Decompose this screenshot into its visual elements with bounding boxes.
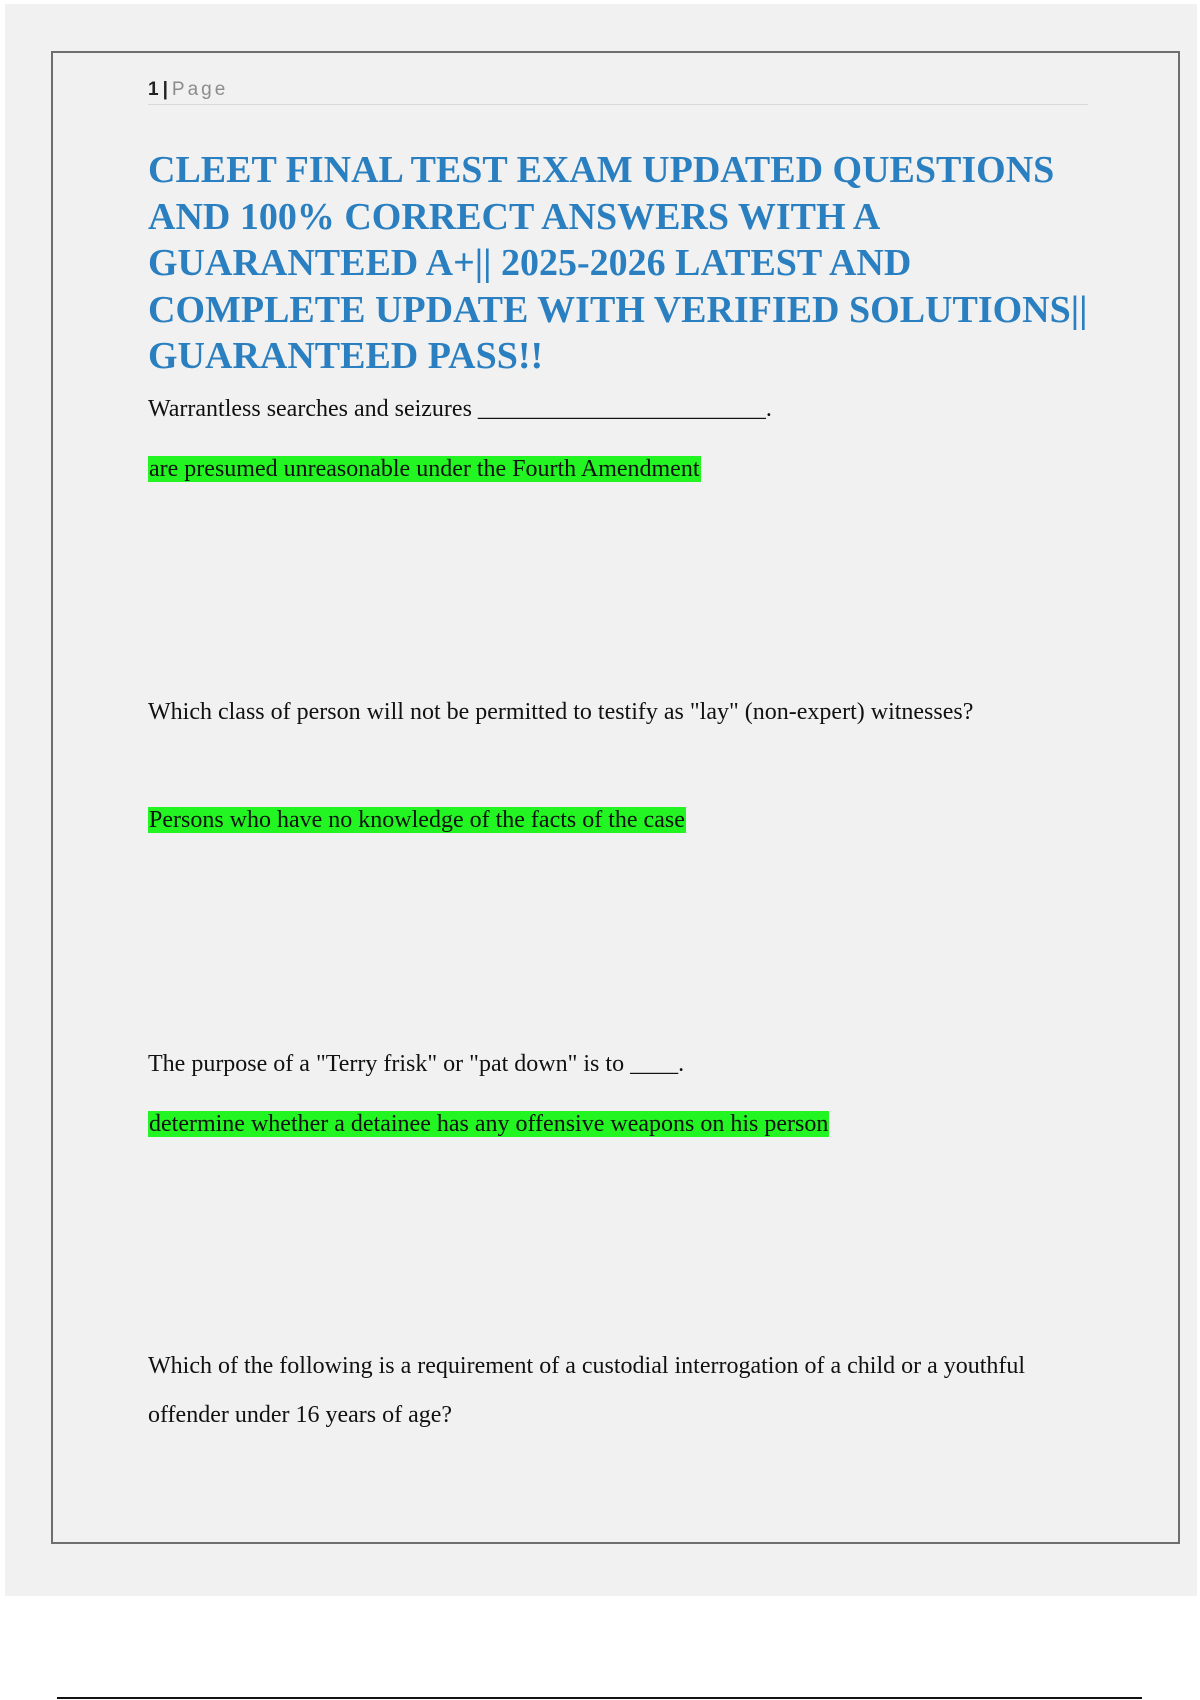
answer-1-highlight: are presumed unreasonable under the Fourth Amendment bbox=[149, 456, 700, 482]
question-2: Which class of person will not be permitted to testify as "lay" (non-expert) witnesses? bbox=[148, 699, 974, 725]
document-title: CLEET FINAL TEST EXAM UPDATED QUESTIONS AND 100% CORRECT ANSWERS WITH A GUARANTEED A+|| 2025-2026 LATEST AND COMPLETE UPDATE WITH VERIFIED SOLUTIONS|| GUARANTEED PASS!! bbox=[148, 149, 1088, 377]
page-number: 1 bbox=[148, 79, 159, 100]
answer-2-highlight: Persons who have no knowledge of the facts of the case bbox=[149, 807, 685, 833]
question-1: Warrantless searches and seizures ________________________. bbox=[148, 396, 772, 422]
page-label: Page bbox=[171, 79, 229, 100]
answer-1 bbox=[148, 452, 701, 486]
answer-3 bbox=[148, 1107, 829, 1141]
answer-2 bbox=[148, 803, 686, 837]
page-header bbox=[148, 76, 1088, 105]
question-3: The purpose of a "Terry frisk" or "pat down" is to ____. bbox=[148, 1051, 685, 1077]
question-4: Which of the following is a requirement of a custodial interrogation of a child or a youthful offender under 16 years of age? bbox=[148, 1353, 1026, 1428]
answer-3-highlight: determine whether a detainee has any offensive weapons on his person bbox=[149, 1111, 829, 1137]
bottom-divider bbox=[57, 1697, 1142, 1699]
header-separator: | bbox=[162, 79, 168, 100]
